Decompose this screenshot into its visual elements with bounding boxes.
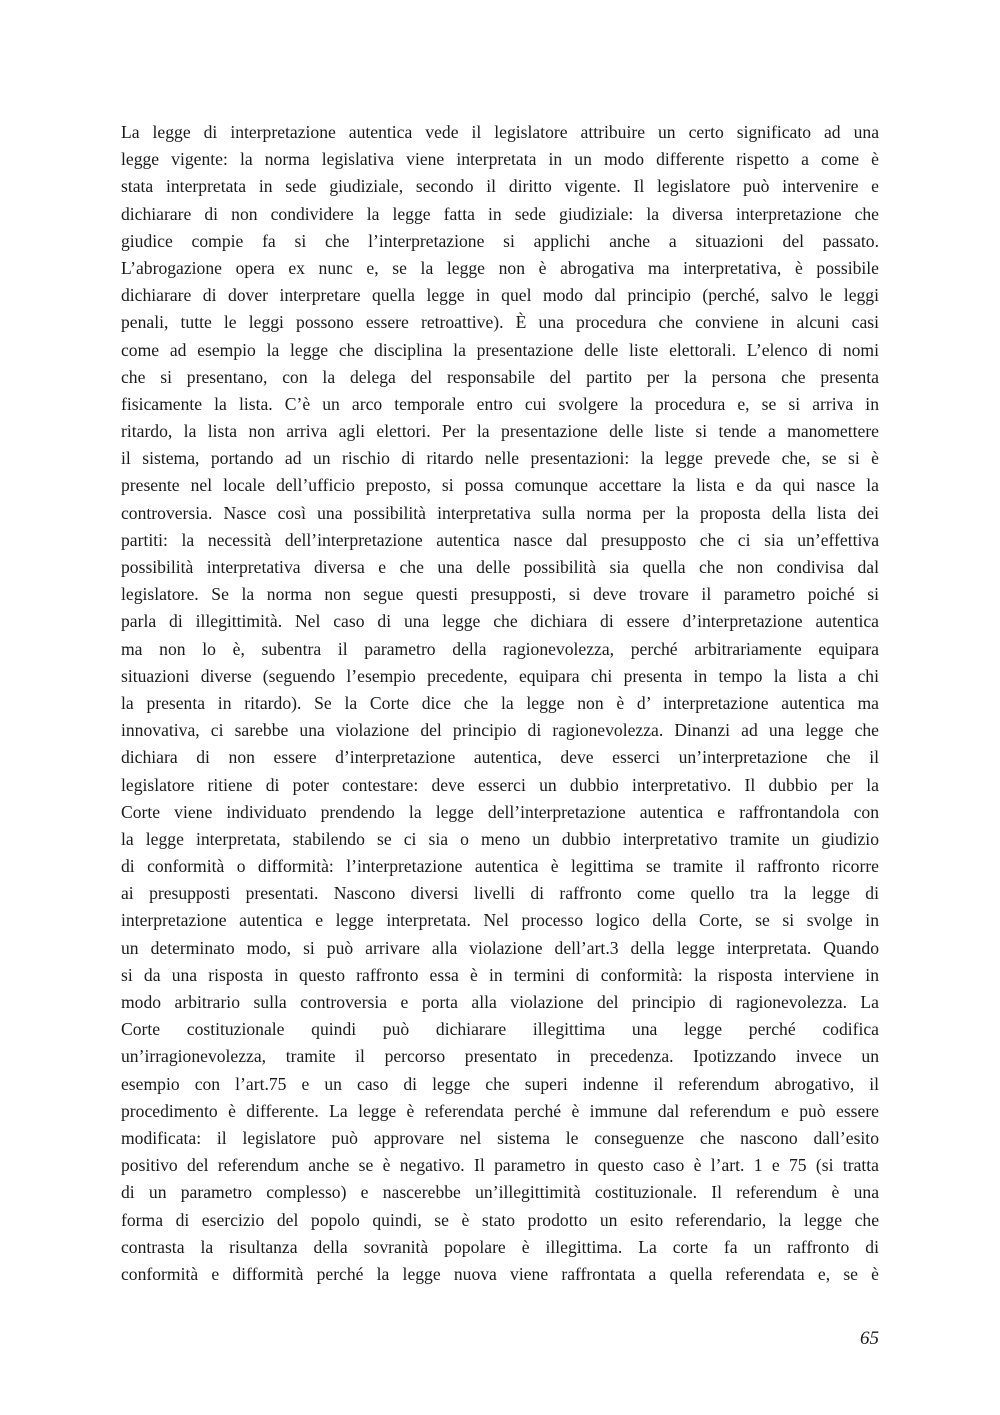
text-line: si da una risposta in questo raffronto essa è in termini di conformità: la risposta interviene in (121, 964, 879, 985)
text-line: ritardo, la lista non arriva agli elettori. Per la presentazione delle liste si tende a manomettere (121, 421, 879, 442)
text-line: partiti: la necessità dell’interpretazione autentica nasce dal presupposto che ci sia un’effettiva (121, 529, 879, 550)
text-line: ai presupposti presentati. Nascono diversi livelli di raffronto come quello tra la legge di (121, 883, 879, 904)
text-line: contrasta la risultanza della sovranità popolare è illegittima. La corte fa un raffronto di (121, 1236, 879, 1257)
text-line: possibilità interpretativa diversa e che una delle possibilità sia quella che non condivisa dal (121, 557, 879, 577)
text-line: la presenta in ritardo). Se la Corte dice che la legge non è d’ interpretazione autentica ma (121, 692, 879, 713)
text-line: situazioni diverse (seguendo l’esempio precedente, equipara chi presenta in tempo la lista a chi (121, 665, 879, 686)
text-line: dichiarare di dover interpretare quella legge in quel modo dal principio (perché, salvo le leggi (121, 285, 879, 306)
text-line: legge vigente: la norma legislativa viene interpretata in un modo differente rispetto a come è (121, 149, 879, 170)
text-line: come ad esempio la legge che disciplina la presentazione delle liste elettorali. L’elenco di nomi (121, 339, 879, 360)
text-line: procedimento è differente. La legge è referendata perché è immune dal referendum e può essere (121, 1100, 879, 1121)
text-line: di conformità o difformità: l’interpretazione autentica è legittima se tramite il raffronto ricorre (121, 856, 879, 877)
page-number: 65 (860, 1328, 879, 1349)
text-line: Corte costituzionale quindi può dichiarare illegittima una legge perché codifica (121, 1019, 879, 1040)
text-line: parla di illegittimità. Nel caso di una legge che dichiara di essere d’interpretazione autentica (121, 611, 879, 632)
text-line: il sistema, portando ad un rischio di ritardo nelle presentazioni: la legge prevede che, se si è (121, 448, 879, 469)
text-line: Corte viene individuato prendendo la legge dell’interpretazione autentica e raffrontandola con (121, 801, 879, 822)
text-line: modificata: il legislatore può approvare nel sistema le conseguenze che nascono dall’esito (121, 1127, 879, 1148)
text-line: innovativa, ci sarebbe una violazione del principio di ragionevolezza. Dinanzi ad una legge che (121, 720, 879, 741)
text-line: conformità e difformità perché la legge nuova viene raffrontata a quella referendata e, se è (121, 1263, 879, 1284)
text-line: controversia. Nasce così una possibilità interpretativa sulla norma per la proposta della lista dei (121, 502, 879, 523)
text-line: fisicamente la lista. C’è un arco temporale entro cui svolgere la procedura e, se si arriva in (121, 393, 879, 414)
text-line: che si presentano, con la delega del responsabile del partito per la persona che presenta (121, 366, 879, 387)
text-line: forma di esercizio del popolo quindi, se è stato prodotto un esito referendario, la legge che (121, 1209, 879, 1230)
text-line: dichiara di non essere d’interpretazione autentica, deve esserci un’interpretazione che il (121, 747, 879, 768)
text-line: stata interpretata in sede giudiziale, secondo il diritto vigente. Il legislatore può intervenire e (121, 176, 879, 197)
text-line: un’irragionevolezza, tramite il percorso presentato in precedenza. Ipotizzando invece un (121, 1046, 879, 1067)
text-line: L’abrogazione opera ex nunc e, se la legge non è abrogativa ma interpretativa, è possibile (121, 257, 879, 278)
text-line: esempio con l’art.75 e un caso di legge che superi indenne il referendum abrogativo, il (121, 1073, 879, 1094)
text-line: di un parametro complesso) e nascerebbe un’illegittimità costituzionale. Il referendum è una (121, 1182, 879, 1203)
text-line: penali, tutte le leggi possono essere retroattive). È una procedura che conviene in alcuni casi (121, 312, 879, 333)
text-line: modo arbitrario sulla controversia e porta alla violazione del principio di ragionevolezza. La (121, 992, 879, 1012)
text-line: un determinato modo, si può arrivare alla violazione dell’art.3 della legge interpretata. Quando (121, 937, 879, 958)
text-line: presente nel locale dell’ufficio preposto, si possa comunque accettare la lista e da qui nasce la (121, 475, 879, 496)
text-line: la legge interpretata, stabilendo se ci sia o meno un dubbio interpretativo tramite un giudizio (121, 828, 879, 849)
text-line: positivo del referendum anche se è negativo. Il parametro in questo caso è l’art. 1 e 75 (si tratta (121, 1155, 879, 1176)
text-line: interpretazione autentica e legge interpretata. Nel processo logico della Corte, se si svolge in (121, 910, 879, 931)
text-line: legislatore. Se la norma non segue questi presupposti, si deve trovare il parametro poiché si (121, 584, 879, 605)
body-text (121, 119, 879, 1288)
text-line: giudice compie fa si che l’interpretazione si applichi anche a situazioni del passato. (121, 230, 879, 251)
text-line: La legge di interpretazione autentica vede il legislatore attribuire un certo significato ad una (121, 122, 879, 142)
text-line: legislatore ritiene di poter contestare: deve esserci un dubbio interpretativo. Il dubbio per la (121, 774, 879, 795)
text-line: dichiarare di non condividere la legge fatta in sede giudiziale: la diversa interpretazione che (121, 203, 879, 224)
text-line: ma non lo è, subentra il parametro della ragionevolezza, perché arbitrariamente equipara (121, 638, 879, 659)
